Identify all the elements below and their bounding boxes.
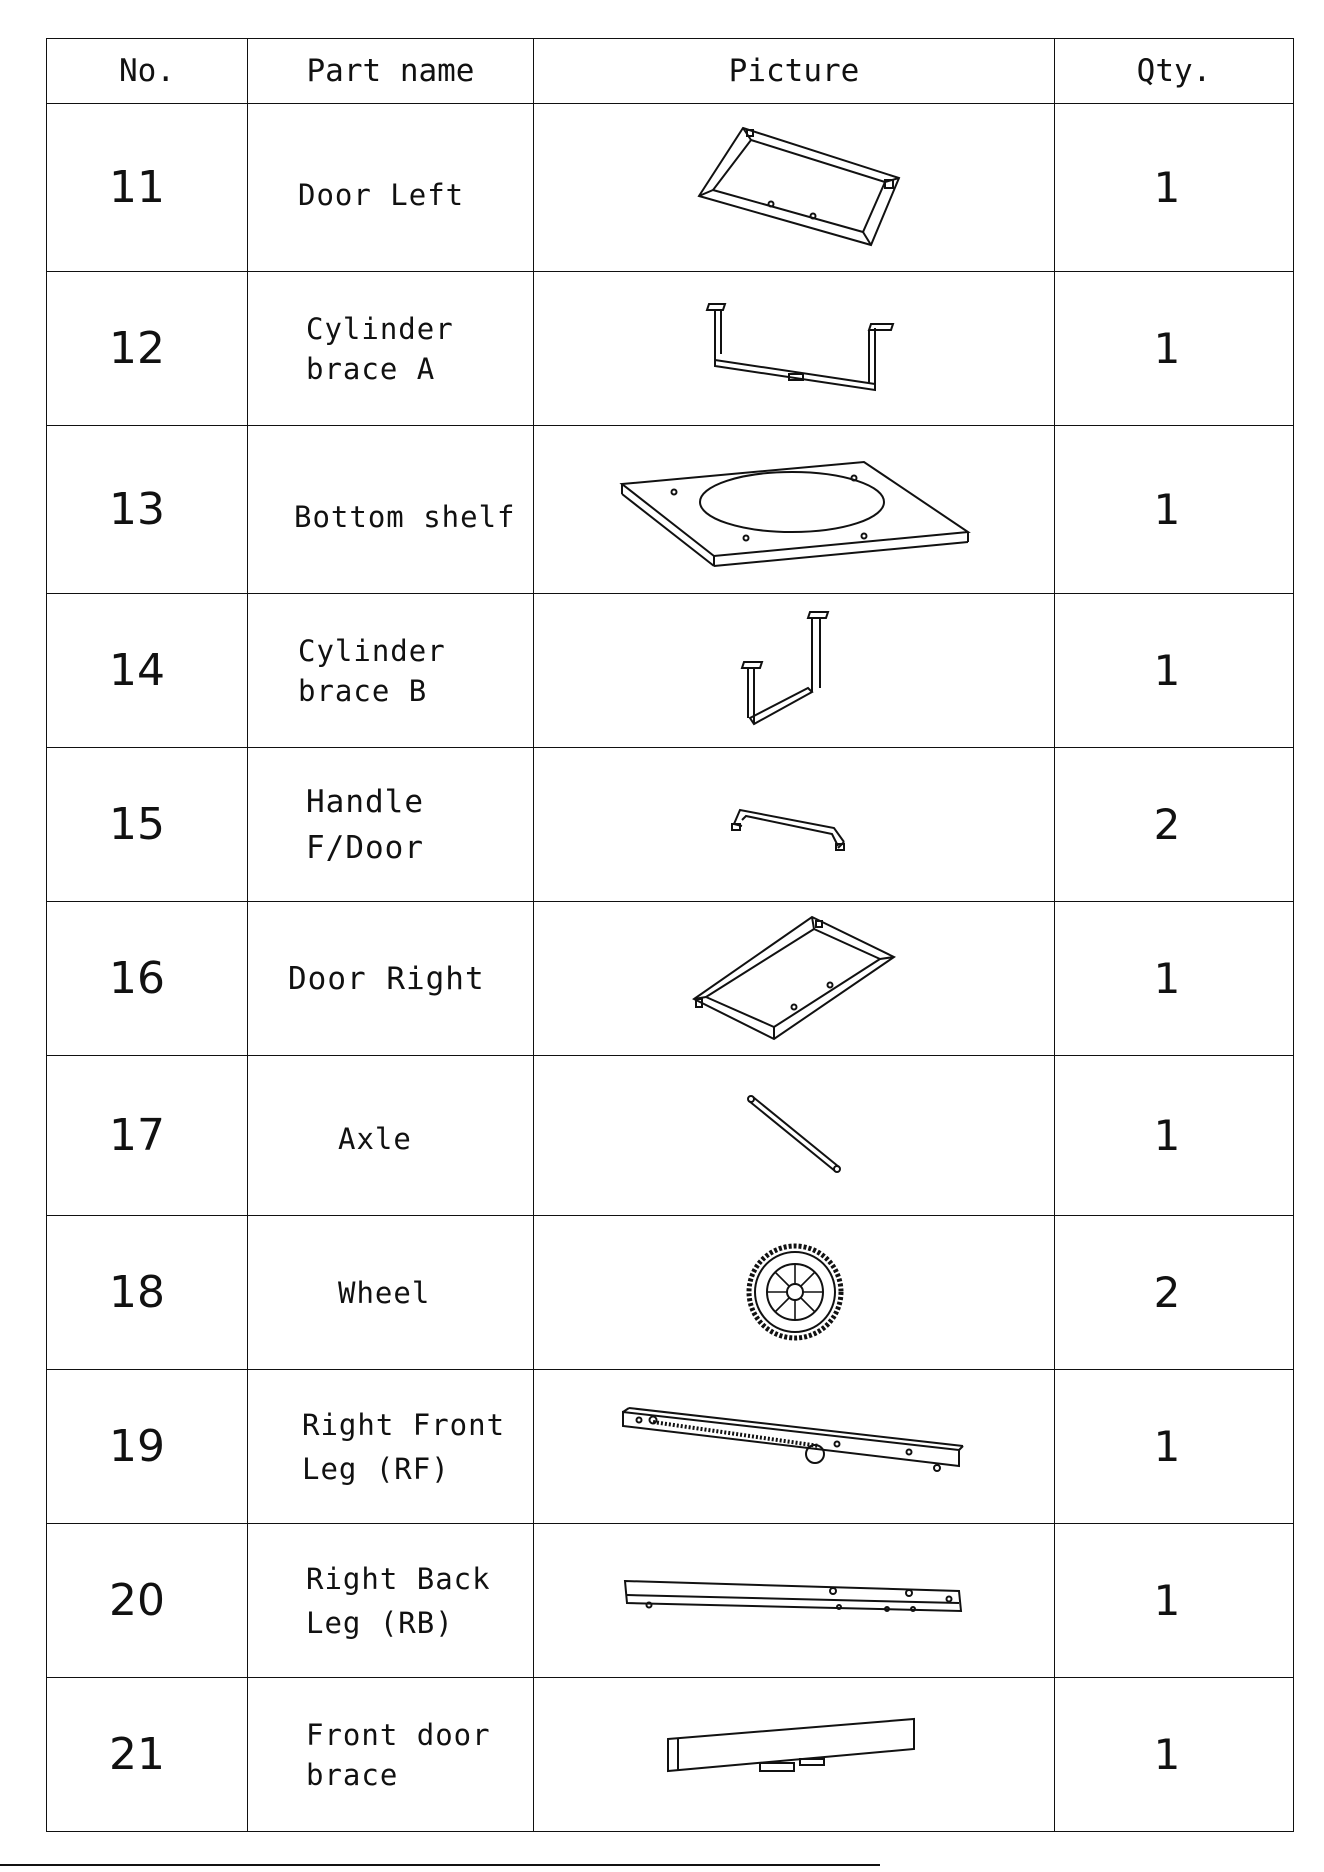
part-picture bbox=[534, 1524, 1055, 1678]
table-row bbox=[47, 1678, 1294, 1832]
part-name: Door Left bbox=[248, 104, 534, 272]
table-row bbox=[47, 902, 1294, 1056]
part-number: 13 bbox=[47, 426, 248, 594]
part-qty: 1 bbox=[1055, 104, 1294, 272]
header-picture: Picture bbox=[534, 39, 1055, 104]
table-row bbox=[47, 104, 1294, 272]
part-name: Door Right bbox=[248, 902, 534, 1056]
part-picture bbox=[534, 272, 1055, 426]
part-picture bbox=[534, 594, 1055, 748]
part-qty: 1 bbox=[1055, 902, 1294, 1056]
table-row bbox=[47, 748, 1294, 902]
part-picture bbox=[534, 1678, 1055, 1832]
part-number: 20 bbox=[47, 1524, 248, 1678]
part-name: Front door brace bbox=[248, 1678, 534, 1832]
header-qty: Qty. bbox=[1055, 39, 1294, 104]
part-picture bbox=[534, 1370, 1055, 1524]
front-door-brace-icon bbox=[664, 1715, 924, 1795]
part-number: 17 bbox=[47, 1056, 248, 1216]
part-number: 11 bbox=[47, 104, 248, 272]
table-row bbox=[47, 426, 1294, 594]
table-row bbox=[47, 594, 1294, 748]
cylinder-brace-a-icon bbox=[679, 294, 909, 404]
part-qty: 1 bbox=[1055, 1370, 1294, 1524]
part-qty: 1 bbox=[1055, 1678, 1294, 1832]
header-part-name: Part name bbox=[248, 39, 534, 104]
part-number: 12 bbox=[47, 272, 248, 426]
part-number: 14 bbox=[47, 594, 248, 748]
part-qty: 2 bbox=[1055, 1216, 1294, 1370]
part-number: 16 bbox=[47, 902, 248, 1056]
part-qty: 1 bbox=[1055, 272, 1294, 426]
part-name: Cylinder brace A bbox=[248, 272, 534, 426]
part-picture bbox=[534, 748, 1055, 902]
wheel-icon bbox=[739, 1238, 849, 1348]
part-qty: 1 bbox=[1055, 426, 1294, 594]
part-qty: 2 bbox=[1055, 748, 1294, 902]
header-row bbox=[47, 39, 1294, 104]
part-picture bbox=[534, 902, 1055, 1056]
part-name: Cylinder brace B bbox=[248, 594, 534, 748]
cylinder-brace-b-icon bbox=[724, 606, 864, 736]
page-bottom-rule bbox=[0, 1864, 880, 1866]
parts-table bbox=[46, 38, 1294, 1832]
part-name: Right Back Leg (RB) bbox=[248, 1524, 534, 1678]
door-right-frame-icon bbox=[684, 909, 904, 1049]
axle-rod-icon bbox=[739, 1091, 849, 1181]
table-row bbox=[47, 1524, 1294, 1678]
part-picture bbox=[534, 104, 1055, 272]
part-qty: 1 bbox=[1055, 1056, 1294, 1216]
part-number: 21 bbox=[47, 1678, 248, 1832]
right-back-leg-icon bbox=[619, 1571, 969, 1631]
table-row bbox=[47, 1216, 1294, 1370]
bottom-shelf-icon bbox=[614, 450, 974, 570]
part-number: 19 bbox=[47, 1370, 248, 1524]
part-name: Axle bbox=[248, 1056, 534, 1216]
table-row bbox=[47, 1056, 1294, 1216]
right-front-leg-icon bbox=[619, 1402, 969, 1492]
part-name: Wheel bbox=[248, 1216, 534, 1370]
header-no: No. bbox=[47, 39, 248, 104]
table-row bbox=[47, 1370, 1294, 1524]
part-number: 15 bbox=[47, 748, 248, 902]
part-picture bbox=[534, 1056, 1055, 1216]
part-number: 18 bbox=[47, 1216, 248, 1370]
part-picture bbox=[534, 1216, 1055, 1370]
part-picture bbox=[534, 426, 1055, 594]
door-left-frame-icon bbox=[679, 118, 909, 258]
part-name: Bottom shelf bbox=[248, 426, 534, 594]
part-name: Handle F/Door bbox=[248, 748, 534, 902]
table-row bbox=[47, 272, 1294, 426]
part-name: Right Front Leg (RF) bbox=[248, 1370, 534, 1524]
part-qty: 1 bbox=[1055, 594, 1294, 748]
door-handle-icon bbox=[724, 790, 864, 860]
part-qty: 1 bbox=[1055, 1524, 1294, 1678]
